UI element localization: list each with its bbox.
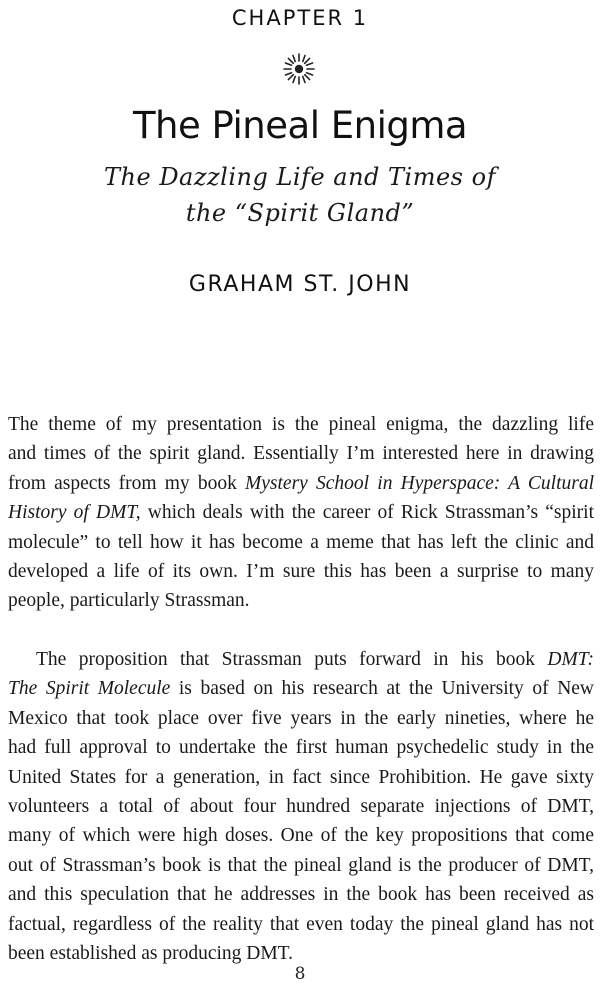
text-line: many of which were high doses. One of the key propositions that come	[8, 825, 594, 847]
chapter-title: The Pineal Enigma	[132, 104, 468, 147]
sunburst-ornament-icon	[282, 52, 316, 86]
chapter-subtitle-line-1: The Dazzling Life and Times of	[104, 163, 496, 191]
text-line: and this speculation that he addresses in the book has been received as	[8, 884, 594, 906]
book-title-run: Mystery School in Hyperspace: A Cultural	[245, 472, 594, 494]
text-line: had full approval to undertake the first human psychedelic study in the	[8, 737, 594, 759]
text-run: from aspects from my book	[8, 472, 246, 494]
text-line: factual, regardless of the reality that even today the pineal gland has not	[8, 913, 594, 935]
text-line	[8, 674, 594, 703]
text-run: which deals with the career of Rick Strassman’s “spirit	[140, 502, 594, 524]
text-line: been established as producing DMT.	[8, 943, 294, 965]
text-run: The proposition that Strassman puts forward in his book	[36, 649, 548, 670]
book-title-run: The Spirit Molecule	[8, 678, 171, 700]
text-run: is based on his research at the University of New	[170, 678, 595, 700]
chapter-label: CHAPTER 1	[231, 6, 369, 30]
text-line	[8, 498, 594, 527]
paragraph-2	[8, 645, 594, 968]
text-line: out of Strassman’s book is that the pineal gland is the producer of DMT,	[8, 854, 594, 876]
text-line	[8, 645, 594, 674]
text-line: The theme of my presentation is the pineal enigma, the dazzling life	[8, 414, 594, 435]
book-title-run: DMT:	[547, 649, 594, 670]
text-line: molecule” to tell how it has become a meme that has left the clinic and	[8, 531, 594, 553]
text-line: and times of the spirit gland. Essentially I’m interested here in drawing	[8, 443, 594, 465]
text-line: United States for a generation, in fact since Prohibition. He gave sixty	[8, 766, 594, 788]
book-title-run: History of DMT,	[8, 502, 141, 524]
text-line: people, particularly Strassman.	[8, 590, 250, 612]
text-line: Mexico that took place over five years in the early nineties, where he	[8, 707, 594, 729]
author-name: GRAHAM ST. JOHN	[188, 272, 412, 297]
page-number: 8	[294, 964, 306, 984]
text-line	[8, 469, 594, 498]
text-line: volunteers a total of about four hundred separate injections of DMT,	[8, 796, 594, 818]
chapter-subtitle-line-2: the “Spirit Gland”	[185, 199, 415, 227]
text-line: developed a life of its own. I’m sure this has been a surprise to many	[8, 561, 594, 583]
paragraph-1	[8, 410, 594, 616]
